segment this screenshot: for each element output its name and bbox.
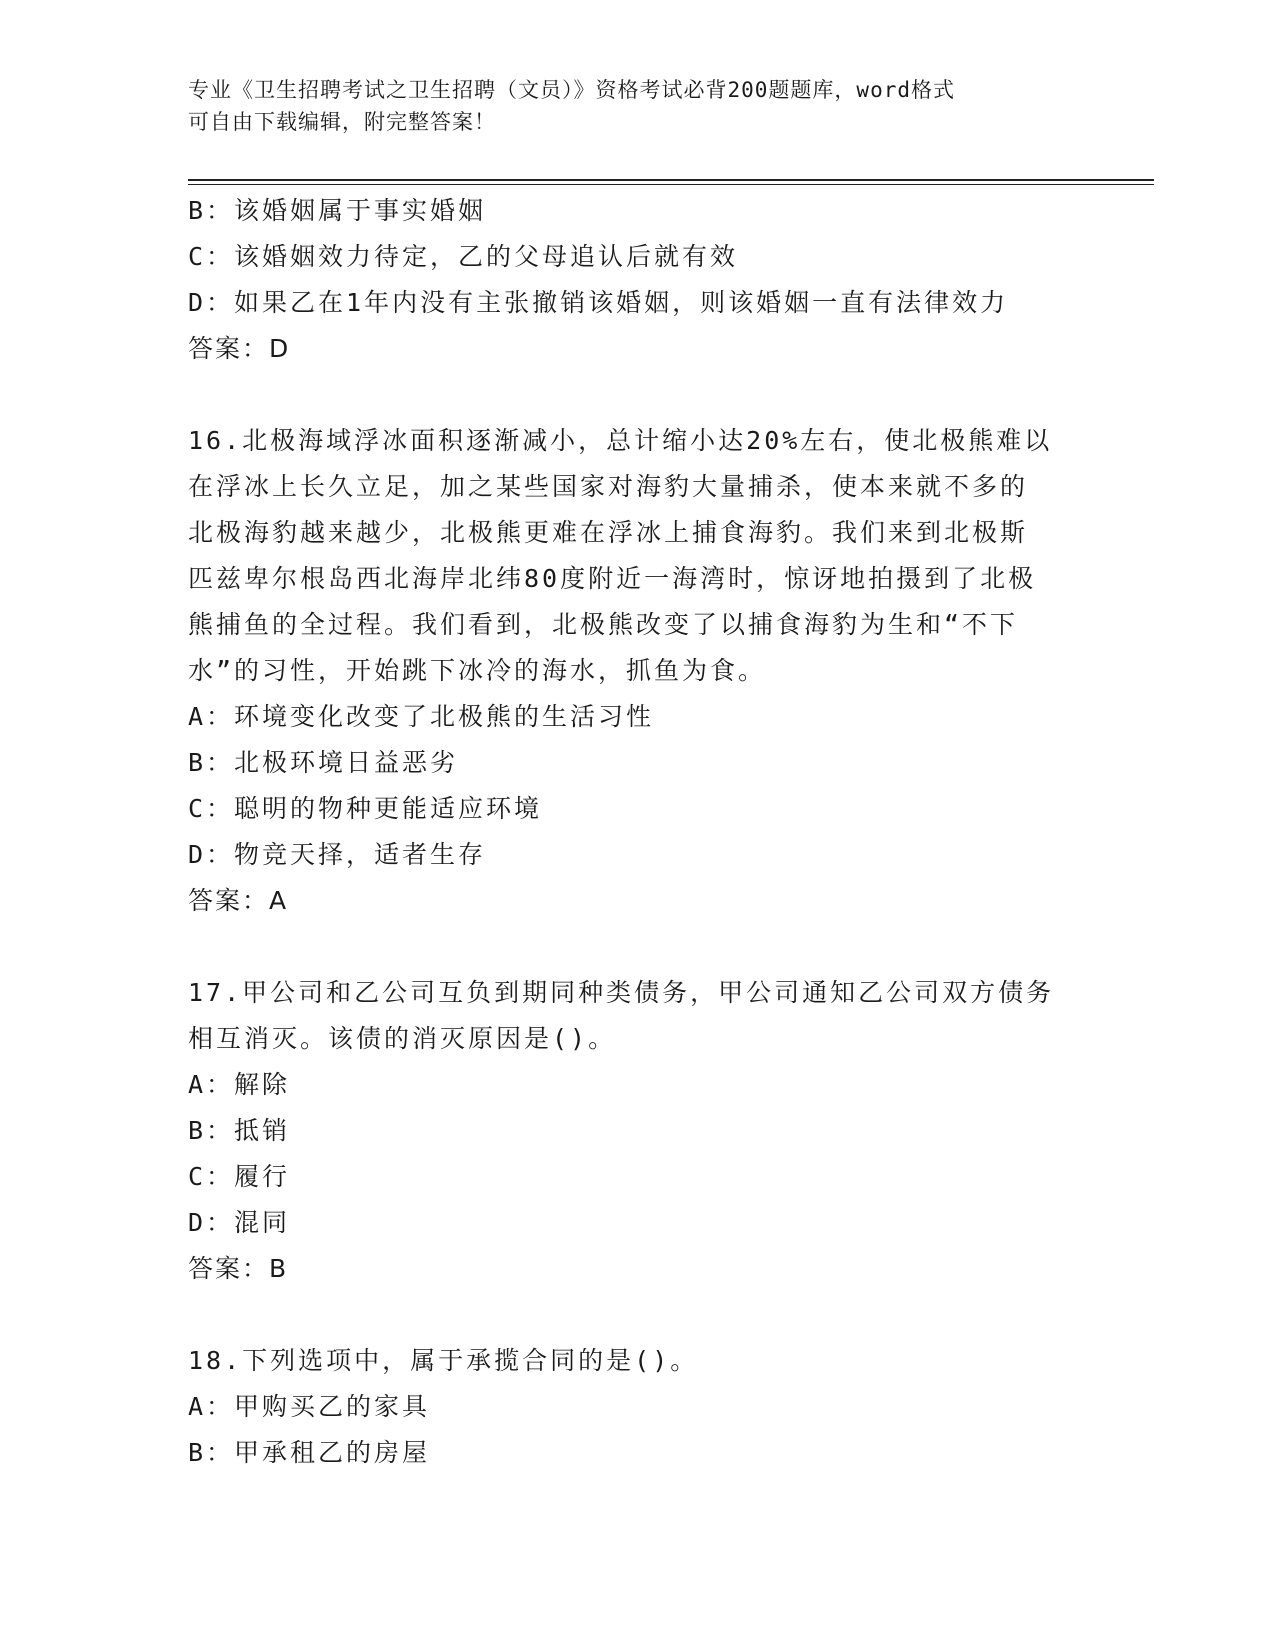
option-c: C：聪明的物种更能适应环境 <box>188 794 543 823</box>
option-d: D：物竞天择，适者生存 <box>188 840 487 869</box>
question-stem-line: 北极海豹越来越少，北极熊更难在浮冰上捕食海豹。我们来到北极斯 <box>188 518 1029 547</box>
document-header <box>188 74 1068 138</box>
question-16 <box>188 418 1088 924</box>
option-c: C：履行 <box>188 1162 291 1191</box>
option-d: D：如果乙在1年内没有主张撤销该婚姻，则该婚姻一直有法律效力 <box>188 288 1009 317</box>
question-stem-line: 18.下列选项中，属于承揽合同的是()。 <box>188 1346 699 1375</box>
question-stem-line: 水”的习性，开始跳下冰冷的海水，抓鱼为食。 <box>188 656 767 685</box>
option-c: C：该婚姻效力待定，乙的父母追认后就有效 <box>188 242 739 271</box>
answer-line: 答案：D <box>188 334 291 363</box>
question-15 <box>188 188 1088 372</box>
option-b: B：北极环境日益恶劣 <box>188 748 459 777</box>
option-b: B：该婚姻属于事实婚姻 <box>188 196 487 225</box>
header-line-2: 可自由下载编辑，附完整答案！ <box>188 110 496 134</box>
option-a: A：甲购买乙的家具 <box>188 1392 431 1421</box>
answer-line: 答案：B <box>188 1254 289 1283</box>
option-a: A：环境变化改变了北极熊的生活习性 <box>188 702 655 731</box>
option-a: A：解除 <box>188 1070 291 1099</box>
option-d: D：混同 <box>188 1208 291 1237</box>
header-rule-thin <box>188 184 1154 185</box>
question-stem-line: 17.甲公司和乙公司互负到期同种类债务，甲公司通知乙公司双方债务 <box>188 978 1055 1007</box>
header-rule-thick <box>188 179 1154 181</box>
question-stem-line: 在浮冰上长久立足，加之某些国家对海豹大量捕杀，使本来就不多的 <box>188 472 1029 501</box>
option-b: B：甲承租乙的房屋 <box>188 1438 431 1467</box>
question-stem-line: 相互消灭。该债的消灭原因是()。 <box>188 1024 617 1053</box>
question-18 <box>188 1338 1088 1476</box>
answer-line: 答案：A <box>188 886 289 915</box>
question-17 <box>188 970 1088 1292</box>
option-b: B：抵销 <box>188 1116 291 1145</box>
question-stem-line: 熊捕鱼的全过程。我们看到，北极熊改变了以捕食海豹为生和“不下 <box>188 610 1019 639</box>
header-line-1: 专业《卫生招聘考试之卫生招聘（文员）》资格考试必背200题题库，word格式 <box>188 78 955 102</box>
question-list <box>188 188 1088 1476</box>
question-stem-line: 匹兹卑尔根岛西北海岸北纬80度附近一海湾时，惊讶地拍摄到了北极 <box>188 564 1037 593</box>
question-stem-line: 16.北极海域浮冰面积逐渐减小，总计缩小达20%左右，使北极熊难以 <box>188 426 1053 455</box>
